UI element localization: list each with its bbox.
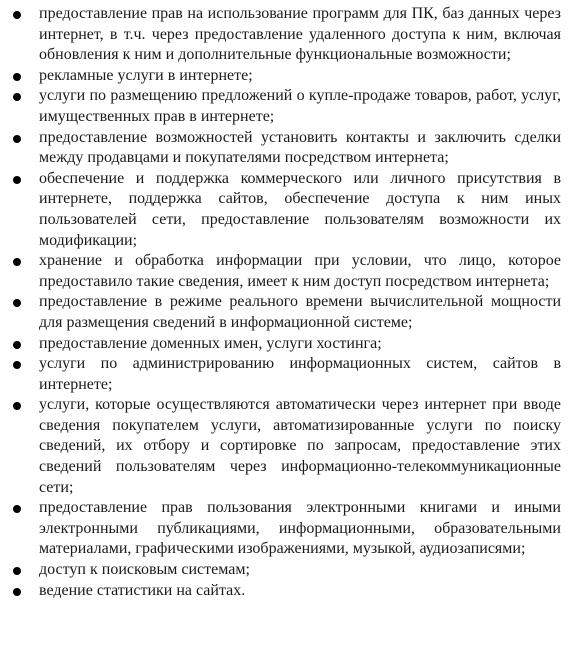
- bullet-icon: [13, 93, 21, 101]
- list-item: [0, 86, 583, 127]
- list-item: [0, 581, 583, 602]
- list-item-text: доступ к поисковым системам;: [39, 561, 250, 579]
- list-item-text: услуги, которые осуществляются автоматически через интернет при вводе сведения покупателем услуги, автоматизированные услуги по поиску сведений, их отбору и сортировке по запросам, предоставление этих сведений пользователям через информационно-телекоммуникационные сети;: [39, 396, 561, 496]
- list-item-text: рекламные услуги в интернете;: [39, 66, 253, 84]
- list-item-text: предоставление прав на использование программ для ПК, баз данных через интернет, в т.ч. через предоставление удаленного доступа к ним, включая обновления к ним и дополнительные функциональные возможности;: [39, 5, 561, 64]
- list-item-text: предоставление возможностей установить контакты и заключить сделки между продавцами и покупателями посредством интернета;: [39, 128, 561, 167]
- list-item: [0, 4, 583, 66]
- bullet-icon: [13, 567, 21, 575]
- list-item-text: услуги по администрированию информационных систем, сайтов в интернете;: [39, 355, 561, 393]
- bullet-icon: [13, 73, 21, 81]
- bullet-list: [0, 4, 583, 601]
- list-item-text: хранение и обработка информации при условии, что лицо, которое предоставило такие сведения, имеет к ним доступ посредством интернета;: [39, 252, 561, 290]
- list-item: [0, 354, 583, 395]
- list-item-text: обеспечение и поддержка коммерческого или личного присутствия в интернете, поддержка сайтов, обеспечение доступа к ним иных пользователей сети, предоставление пользователям возможности их модификации;: [39, 169, 561, 249]
- list-item: [0, 169, 583, 251]
- list-item: [0, 334, 583, 355]
- list-item: [0, 128, 583, 169]
- bullet-icon: [13, 341, 21, 349]
- list-item: [0, 292, 583, 333]
- list-item: [0, 251, 583, 292]
- list-item: [0, 66, 583, 87]
- list-item: [0, 395, 583, 498]
- bullet-icon: [13, 258, 21, 266]
- list-item-text: услуги по размещению предложений о купле-продаже товаров, работ, услуг, имущественных прав в интернете;: [39, 87, 561, 125]
- bullet-icon: [13, 588, 21, 596]
- list-item-text: предоставление доменных имен, услуги хостинга;: [39, 334, 382, 352]
- list-item-text: предоставление в режиме реального времени вычислительной мощности для размещения сведений в информационной системе;: [39, 293, 561, 331]
- document-body: [0, 4, 583, 601]
- bullet-icon: [13, 299, 21, 307]
- bullet-icon: [13, 135, 21, 143]
- bullet-icon: [13, 361, 21, 369]
- list-item: [0, 560, 583, 581]
- bullet-icon: [13, 505, 21, 513]
- bullet-icon: [13, 402, 21, 410]
- bullet-icon: [13, 11, 21, 19]
- list-item-text: предоставление прав пользования электронными книгами и иными электронными публикациями, информационными, образовательными материалами, графическими изображениями, музыкой, аудиозаписями;: [39, 499, 561, 558]
- list-item-text: ведение статистики на сайтах.: [39, 581, 246, 599]
- list-item: [0, 498, 583, 560]
- bullet-icon: [13, 176, 21, 184]
